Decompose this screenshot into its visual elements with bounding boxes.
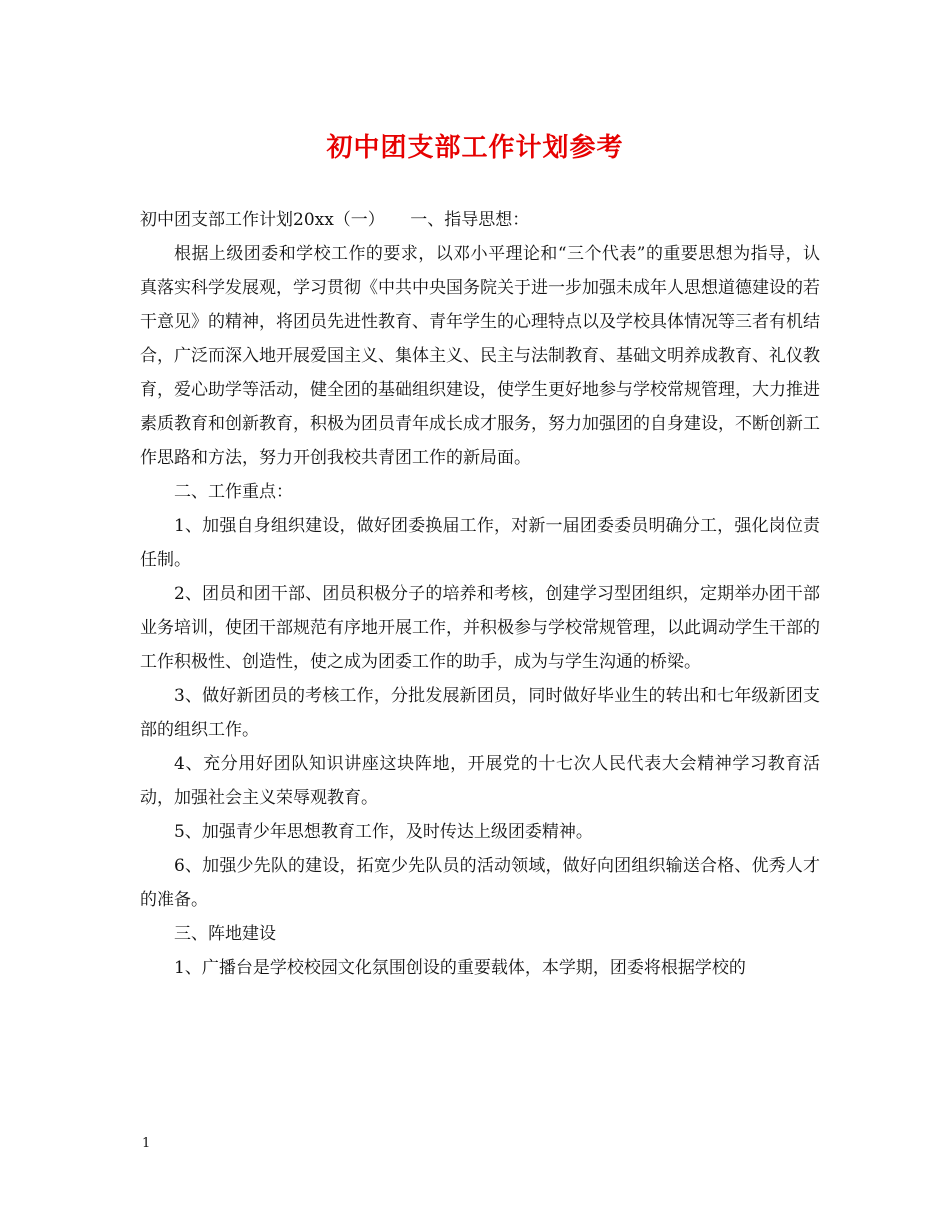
paragraph: 初中团支部工作计划20xx（一） 一、指导思想： [140,210,530,230]
document-title: 初中团支部工作计划参考 [326,133,624,163]
paragraph: 根据上级团委和学校工作的要求，以邓小平理论和“三个代表”的重要思想为指导，认真落实科学发展观，学习贯彻《中共中央国务院关于进一步加强未成年人思想道德建设的若干意见》的精神，将团员先进性教育、青年学生的心理特点以及学校具体情况等三者有机结合，广泛而深入地开展爱国主义、集体主义、民主与法制教育、基础文明养成教育、礼仪教育，爱心助学等活动，健全团的基础组织建设，使学生更好地参与学校常规管理，大力推进素质教育和创新教育，积极为团员青年成长成才服务，努力加强团的自身建设，不断创新工作思路和方法，努力开创我校共青团工作的新局面。 [140,244,820,468]
paragraph: 6、加强少先队的建设，拓宽少先队员的活动领域，做好向团组织输送合格、优秀人才的准备。 [140,856,820,910]
paragraph: 二、工作重点： [174,482,293,502]
paragraph: 三、阵地建设 [174,924,276,944]
page-number: 1 [142,1136,151,1151]
paragraph: 5、加强青少年思想教育工作，及时传达上级团委精神。 [174,822,593,842]
document-body [140,203,820,985]
paragraph: 3、做好新团员的考核工作，分批发展新团员，同时做好毕业生的转出和七年级新团支部的组织工作。 [140,686,820,740]
paragraph: 4、充分用好团队知识讲座这块阵地，开展党的十七次人民代表大会精神学习教育活动，加强社会主义荣辱观教育。 [140,754,820,808]
paragraph: 2、团员和团干部、团员积极分子的培养和考核，创建学习型团组织，定期举办团干部业务培训，使团干部规范有序地开展工作，并积极参与学校常规管理，以此调动学生干部的工作积极性、创造性，使之成为团委工作的助手，成为与学生沟通的桥梁。 [140,584,820,672]
paragraph: 1、广播台是学校校园文化氛围创设的重要载体，本学期，团委将根据学校的 [174,958,746,978]
paragraph: 1、加强自身组织建设，做好团委换届工作，对新一届团委委员明确分工，强化岗位责任制。 [140,516,820,570]
